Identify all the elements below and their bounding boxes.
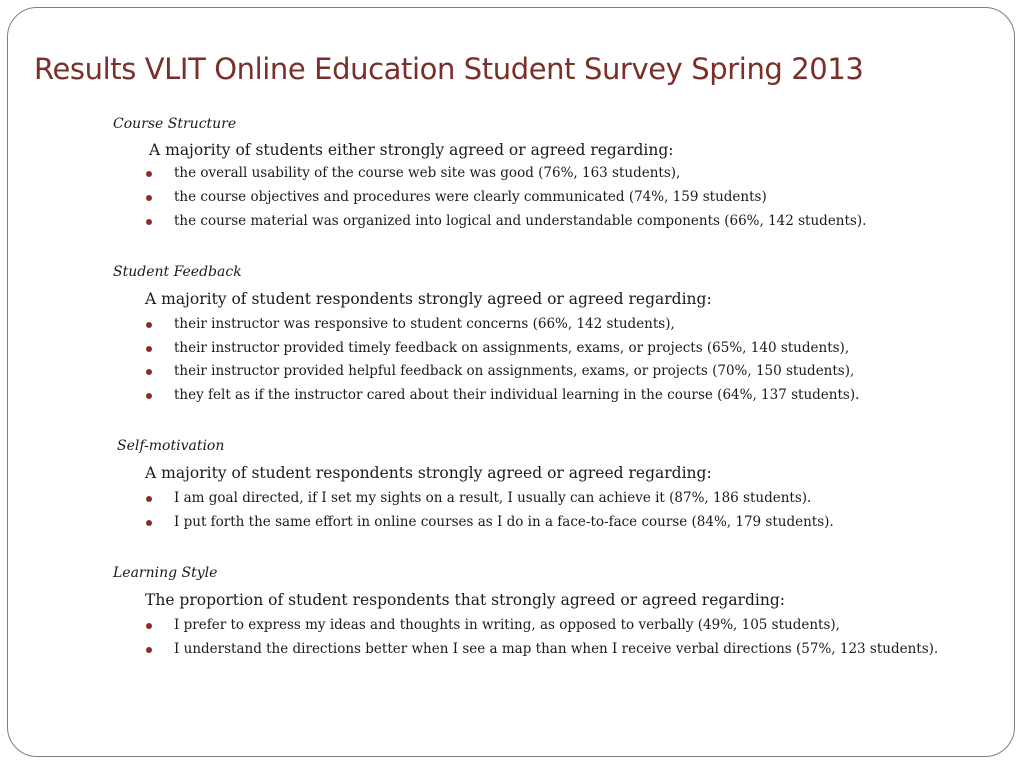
list-item-text: I understand the directions better when I see a map than when I receive verbal directions (57%, 123 students). bbox=[174, 641, 939, 657]
list-item-text: I put forth the same effort in online courses as I do in a face-to-face course (84%, 179 students). bbox=[174, 514, 834, 530]
list-item-text: their instructor provided timely feedback on assignments, exams, or projects (65%, 140 students), bbox=[174, 340, 850, 356]
section-intro-course-structure: A majority of students either strongly agreed or agreed regarding: bbox=[149, 141, 674, 159]
bullet-icon bbox=[146, 647, 152, 653]
slide-title: Results VLIT Online Education Student Survey Spring 2013 bbox=[34, 52, 864, 86]
bullet-icon bbox=[146, 393, 152, 399]
section-intro-learning-style: The proportion of student respondents that strongly agreed or agreed regarding: bbox=[145, 591, 785, 609]
bullet-icon bbox=[146, 369, 152, 375]
list-item-text: the course objectives and procedures were clearly communicated (74%, 159 students) bbox=[174, 189, 767, 205]
list-item-text: they felt as if the instructor cared about their individual learning in the course (64%, 137 students). bbox=[174, 387, 860, 403]
bullet-icon bbox=[146, 623, 152, 629]
bullet-icon bbox=[146, 322, 152, 328]
bullet-icon bbox=[146, 520, 152, 526]
list-item-text: I am goal directed, if I set my sights on a result, I usually can achieve it (87%, 186 students). bbox=[174, 490, 812, 506]
section-heading-student-feedback: Student Feedback bbox=[113, 264, 242, 280]
bullet-icon bbox=[146, 496, 152, 502]
section-intro-self-motivation: A majority of student respondents strongly agreed or agreed regarding: bbox=[145, 464, 712, 482]
section-heading-self-motivation: Self-motivation bbox=[117, 438, 225, 454]
bullet-icon bbox=[146, 346, 152, 352]
list-item-text: the course material was organized into logical and understandable components (66%, 142 students). bbox=[174, 213, 867, 229]
list-item-text: the overall usability of the course web site was good (76%, 163 students), bbox=[174, 165, 681, 181]
list-item-text: I prefer to express my ideas and thoughts in writing, as opposed to verbally (49%, 105 students), bbox=[174, 617, 840, 633]
bullet-icon bbox=[146, 195, 152, 201]
bullet-icon bbox=[146, 219, 152, 225]
section-heading-course-structure: Course Structure bbox=[113, 116, 237, 132]
section-heading-learning-style: Learning Style bbox=[113, 565, 218, 581]
section-intro-student-feedback: A majority of student respondents strongly agreed or agreed regarding: bbox=[145, 290, 712, 308]
bullet-icon bbox=[146, 171, 152, 177]
list-item-text: their instructor provided helpful feedback on assignments, exams, or projects (70%, 150 students), bbox=[174, 363, 855, 379]
list-item-text: their instructor was responsive to student concerns (66%, 142 students), bbox=[174, 316, 675, 332]
